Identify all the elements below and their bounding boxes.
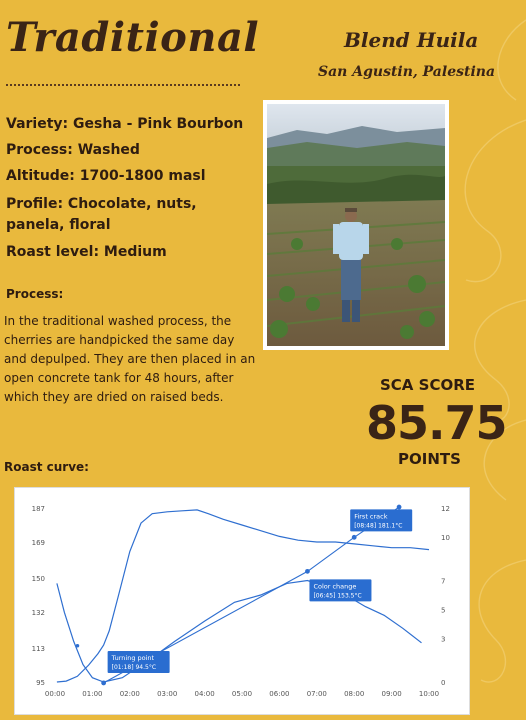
x-tick-label: 04:00 bbox=[194, 690, 215, 698]
y-left-tick-label: 169 bbox=[31, 539, 45, 548]
event-point bbox=[305, 569, 310, 574]
farmer-photo bbox=[263, 100, 449, 350]
callout-label: First crack bbox=[354, 512, 388, 521]
x-tick-label: 07:00 bbox=[306, 690, 327, 698]
x-tick-label: 09:00 bbox=[381, 690, 402, 698]
callout-value: [01:18] 94.5°C bbox=[111, 663, 157, 671]
y-left-tick-label: 95 bbox=[36, 679, 45, 687]
x-tick-label: 01:00 bbox=[82, 690, 103, 698]
page-title: Traditional bbox=[6, 14, 260, 61]
y-right-tick-label: 5 bbox=[441, 606, 446, 615]
y-right-tick-label: 7 bbox=[441, 577, 446, 586]
event-point bbox=[397, 505, 402, 510]
process-heading: Process: bbox=[6, 287, 64, 301]
y-right-tick-label: 10 bbox=[441, 534, 450, 542]
title-underline bbox=[6, 84, 240, 86]
spec-roast-level: Roast level: Medium bbox=[6, 244, 167, 260]
y-right-tick-label: 12 bbox=[441, 505, 450, 513]
x-tick-label: 03:00 bbox=[157, 690, 178, 698]
event-point bbox=[352, 535, 357, 540]
blend-name: Blend Huila bbox=[344, 28, 479, 52]
callout-label: Turning point bbox=[111, 653, 155, 662]
coffee-field-image bbox=[267, 104, 445, 346]
spec-profile: Profile: Chocolate, nuts, panela, floral bbox=[6, 196, 197, 233]
x-tick-label: 08:00 bbox=[344, 690, 365, 698]
sca-score-label: SCA SCORE bbox=[380, 376, 476, 394]
sca-score-unit: POINTS bbox=[398, 450, 461, 468]
process-description: In the traditional washed process, the cherries are handpicked the same day and depulped. They are then placed in an open concrete tank for 48 hours, after which they are dried on raised beds. bbox=[4, 314, 256, 404]
x-tick-label: 00:00 bbox=[44, 690, 66, 698]
y-left-tick-label: 132 bbox=[31, 609, 45, 618]
y-right-tick-label: 3 bbox=[441, 635, 446, 644]
x-tick-label: 10:00 bbox=[418, 690, 440, 698]
event-point bbox=[101, 681, 106, 686]
spec-variety: Variety: Gesha - Pink Bourbon bbox=[6, 116, 244, 132]
origin-location: San Agustin, Palestina bbox=[318, 64, 496, 80]
y-left-tick-label: 113 bbox=[31, 644, 45, 653]
roast-curve-heading: Roast curve: bbox=[4, 460, 89, 474]
ror-point bbox=[76, 644, 80, 648]
spec-process: Process: Washed bbox=[6, 142, 140, 158]
x-tick-label: 06:00 bbox=[269, 690, 290, 698]
roast-curve-chart bbox=[14, 487, 470, 715]
callout-value: [06:45] 153.5°C bbox=[313, 592, 362, 600]
x-tick-label: 05:00 bbox=[231, 690, 253, 698]
y-right-tick-label: 0 bbox=[441, 679, 446, 687]
callout-value: [08:48] 181.1°C bbox=[354, 522, 403, 530]
spec-altitude: Altitude: 1700-1800 masl bbox=[6, 168, 206, 184]
roast-curve-svg bbox=[15, 488, 469, 714]
y-left-tick-label: 150 bbox=[31, 574, 45, 583]
sca-score-value: 85.75 bbox=[366, 396, 507, 450]
callout-label: Color change bbox=[313, 582, 357, 591]
y-left-tick-label: 187 bbox=[31, 505, 45, 513]
x-tick-label: 02:00 bbox=[119, 690, 140, 698]
